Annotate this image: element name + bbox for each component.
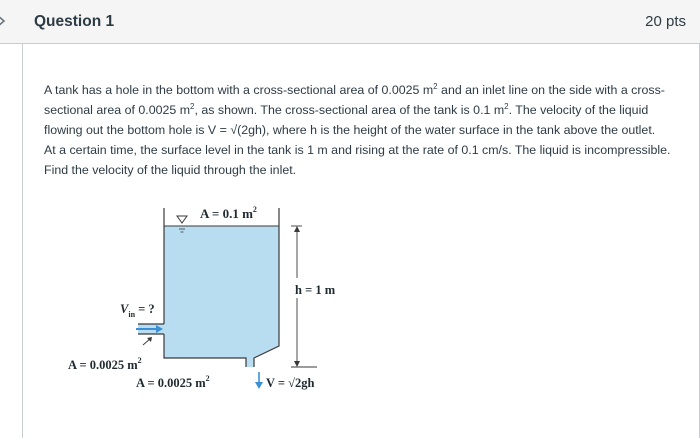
question-text-line <box>44 160 680 180</box>
question-text <box>44 80 680 180</box>
text-segment: and an inlet line on the side with a cross- <box>437 83 665 97</box>
chevron-right-icon[interactable] <box>0 13 10 29</box>
height-label: h = 1 m <box>295 283 336 297</box>
inlet-velocity-label: $V_{in}$ = ? <box>120 302 155 319</box>
tank-diagram <box>60 198 360 406</box>
question-text-line <box>44 120 680 140</box>
question-border-left <box>22 44 23 438</box>
question-header <box>0 0 700 44</box>
text-segment: flowing out the bottom hole is V = √(2gh), where h is the height of the water surface in the tank above the outlet. <box>44 123 656 137</box>
text-segment: . The velocity of the liquid <box>508 103 649 117</box>
question-title: Question 1 <box>34 13 115 30</box>
text-segment: Find the velocity of the liquid through the inlet. <box>44 163 297 177</box>
question-points: 20 pts <box>645 13 686 30</box>
tank-water <box>164 226 279 367</box>
inlet-area-label: A = 0.0025 $m^2$ <box>68 356 142 372</box>
text-segment: At a certain time, the surface level in the tank is 1 m and rising at the rate of 0.1 cm/s. The liquid is incompressible. <box>44 143 671 157</box>
superscript: 2 <box>433 81 438 91</box>
text-segment: , as shown. The cross-sectional area of the tank is 0.1 m <box>194 103 505 117</box>
outlet-velocity-label: V = √2gh <box>266 376 315 390</box>
tank-area-label: A = 0.1 $m^2$ <box>200 205 257 221</box>
outlet-arrow-icon <box>255 372 263 389</box>
superscript: 2 <box>504 101 509 111</box>
question-text-line <box>44 140 680 160</box>
text-segment: A tank has a hole in the bottom with a cross-sectional area of 0.0025 m <box>44 83 434 97</box>
superscript: 2 <box>190 101 195 111</box>
question-text-line <box>44 80 680 100</box>
text-segment: sectional area of 0.0025 m <box>44 103 191 117</box>
outlet-area-label: A = 0.0025 $m^2$ <box>136 374 210 390</box>
question-text-line <box>44 100 680 120</box>
